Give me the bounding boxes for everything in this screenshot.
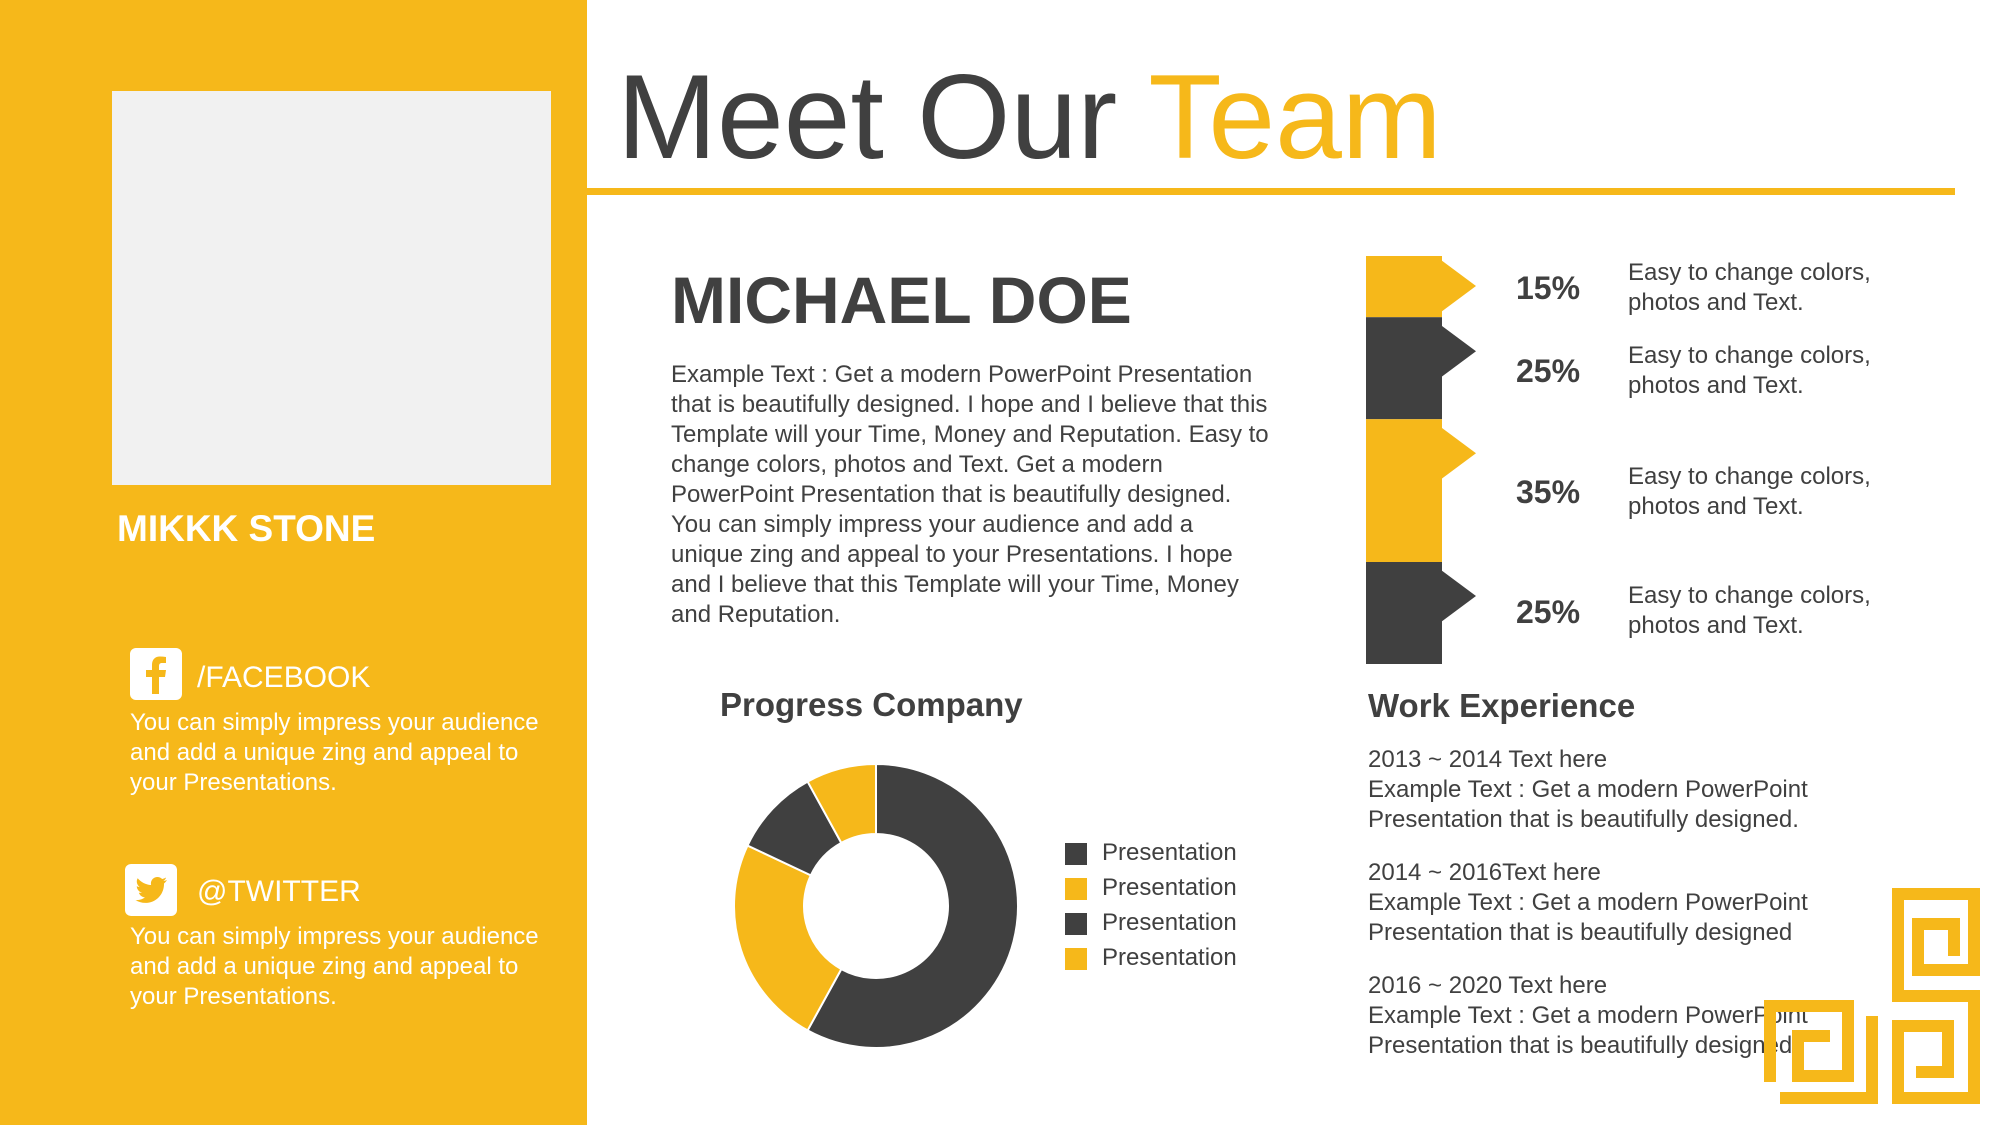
page-title: [617, 52, 1442, 182]
title-underline: [587, 188, 1955, 195]
title-main: Meet Our: [617, 50, 1149, 184]
donut-chart: [726, 756, 1026, 1056]
twitter-icon[interactable]: [125, 864, 177, 916]
profile-photo-placeholder: [112, 91, 551, 485]
facebook-icon[interactable]: [130, 648, 182, 700]
title-accent: Team: [1148, 50, 1442, 184]
legend-item: [1063, 943, 1323, 973]
bar-segment: [1366, 419, 1442, 562]
twitter-handle[interactable]: @TWITTER: [197, 875, 361, 908]
legend-label: Presentation: [1102, 944, 1237, 971]
stacked-bar-chart: [1366, 252, 1526, 672]
work-line: Presentation that is beautifully designed.: [1368, 1032, 1799, 1059]
work-line: Example Text : Get a modern PowerPoint: [1368, 889, 1808, 916]
work-line: Presentation that is beautifully designed.: [1368, 806, 1799, 833]
member-name: MICHAEL DOE: [671, 263, 1132, 337]
greek-key-decoration: [1762, 886, 1984, 1108]
legend-item: [1063, 908, 1323, 938]
stat-text: Easy to change colors, photos and Text.: [1628, 259, 1871, 316]
member-intro: Example Text : Get a modern PowerPoint Presentation that is beautifully designed. I hope and I believe that this Template will your Time, Money and Reputation. Easy to change colors, photos and Text. Get a modern PowerPoint Presentation that is beautifully designed. You can simply impress your audience and add a unique zing and appeal to your Presentations. I hope and I believe that this Template will your Time, Money and Reputation.: [671, 361, 1269, 628]
legend-item: [1063, 838, 1323, 868]
legend-label: Presentation: [1102, 874, 1237, 901]
stat-percent: 35%: [1516, 474, 1581, 510]
legend-label: Presentation: [1102, 909, 1237, 936]
bar-pointer: [1441, 260, 1476, 312]
work-line: Example Text : Get a modern PowerPoint: [1368, 1002, 1808, 1029]
stat-percent: 15%: [1516, 270, 1581, 306]
stat-text: Easy to change colors, photos and Text.: [1628, 582, 1871, 639]
stat-text: Easy to change colors, photos and Text.: [1628, 463, 1871, 520]
bar-segment: [1366, 256, 1442, 317]
bar-segment: [1366, 317, 1442, 419]
bar-pointer: [1441, 427, 1476, 479]
legend-swatch: [1065, 878, 1087, 900]
legend-swatch: [1065, 913, 1087, 935]
legend-swatch: [1065, 843, 1087, 865]
work-heading: Work Experience: [1368, 687, 1636, 724]
profile-name: MIKKK STONE: [117, 508, 376, 549]
work-period: 2014 ~ 2016Text here: [1368, 859, 1601, 886]
work-item: [1368, 745, 1928, 835]
bar-pointer: [1441, 570, 1476, 622]
work-period: 2013 ~ 2014 Text here: [1368, 746, 1608, 773]
bar-segment: [1366, 562, 1442, 664]
progress-heading: Progress Company: [720, 686, 1023, 723]
bar-pointer: [1441, 325, 1476, 377]
legend-item: [1063, 873, 1323, 903]
facebook-description: You can simply impress your audience and add a unique zing and appeal to your Presentations.: [130, 709, 539, 796]
work-line: Presentation that is beautifully designed: [1368, 919, 1793, 946]
twitter-description: You can simply impress your audience and add a unique zing and appeal to your Presentations.: [130, 923, 539, 1010]
stat-percent: 25%: [1516, 353, 1581, 389]
legend-swatch: [1065, 948, 1087, 970]
stat-text: Easy to change colors, photos and Text.: [1628, 342, 1871, 399]
facebook-handle[interactable]: /FACEBOOK: [197, 661, 371, 694]
work-period: 2016 ~ 2020 Text here: [1368, 972, 1608, 999]
stat-percent: 25%: [1516, 594, 1581, 630]
legend-label: Presentation: [1102, 839, 1237, 866]
work-line: Example Text : Get a modern PowerPoint: [1368, 776, 1808, 803]
